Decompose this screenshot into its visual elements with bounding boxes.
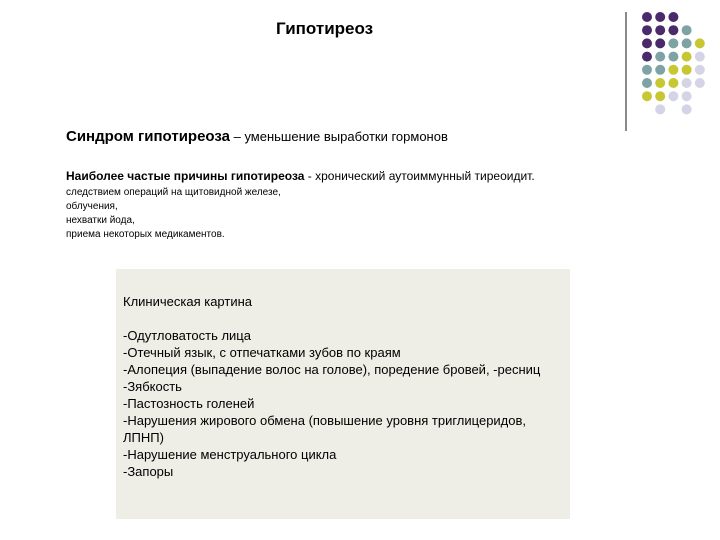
decorative-dot [642,52,652,62]
cause-item: приема некоторых медикаментов. [66,229,225,240]
decorative-dot [668,25,678,35]
decorative-dot [655,91,665,101]
decorative-dot [668,91,678,101]
decorative-dot [642,78,652,88]
symptom-item: -Алопеция (выпадение волос на голове), поредение бровей, -ресниц [123,362,541,377]
symptom-item: -Пастозность голеней [123,396,255,411]
decorative-dot [668,52,678,62]
decorative-dot [642,25,652,35]
decorative-dot [642,12,652,22]
decorative-dot [695,52,705,62]
decorative-dot [682,78,692,88]
symptom-item: -Нарушения жирового обмена (повышение уровня триглицеридов, ЛПНП) [123,413,527,445]
decorative-dot [682,52,692,62]
causes-line [66,168,686,185]
decorative-dot [642,38,652,48]
decorative-dot [695,78,705,88]
clinical-heading: Клиническая картина [123,294,252,309]
decorative-dot [695,38,705,48]
decorative-dot [682,91,692,101]
decorative-dot [668,65,678,75]
decorative-dot [655,65,665,75]
decorative-dot [642,91,652,101]
decorative-dot [682,65,692,75]
decorative-dot [655,104,665,114]
decorative-dot-grid [0,0,720,140]
decorative-dot [695,65,705,75]
syndrome-term: Синдром гипотиреоза [66,128,230,145]
clinical-picture-panel [116,269,570,519]
decorative-dot [668,12,678,22]
decorative-dot [655,78,665,88]
decorative-dot [655,38,665,48]
cause-item: облучения, [66,201,118,212]
cause-item: нехватки йода, [66,215,135,226]
symptom-item: -Зябкость [123,379,182,394]
symptom-item: -Нарушение менструального цикла [123,447,337,462]
decorative-dot [668,78,678,88]
causes-heading: Наиболее частые причины гипотиреоза [66,169,305,183]
decorative-dot [668,38,678,48]
decorative-dot [655,12,665,22]
symptom-item: -Запоры [123,464,174,479]
decorative-dot [642,65,652,75]
symptom-item: -Одутловатость лица [123,328,251,343]
decorative-dot [682,104,692,114]
decorative-dot [682,25,692,35]
symptom-item: -Отечный язык, с отпечатками зубов по краям [123,345,401,360]
cause-item: следствием операций на щитовидной железе, [66,187,281,198]
decorative-dot [655,52,665,62]
syndrome-definition [66,127,686,147]
causes-list [66,186,466,242]
syndrome-text: – уменьшение выработки гормонов [229,129,448,144]
decorative-dot [682,38,692,48]
slide-title: Гипотиреоз [276,19,374,38]
decorative-dot [655,25,665,35]
causes-main: - хронический аутоиммунный тиреоидит. [304,169,535,183]
